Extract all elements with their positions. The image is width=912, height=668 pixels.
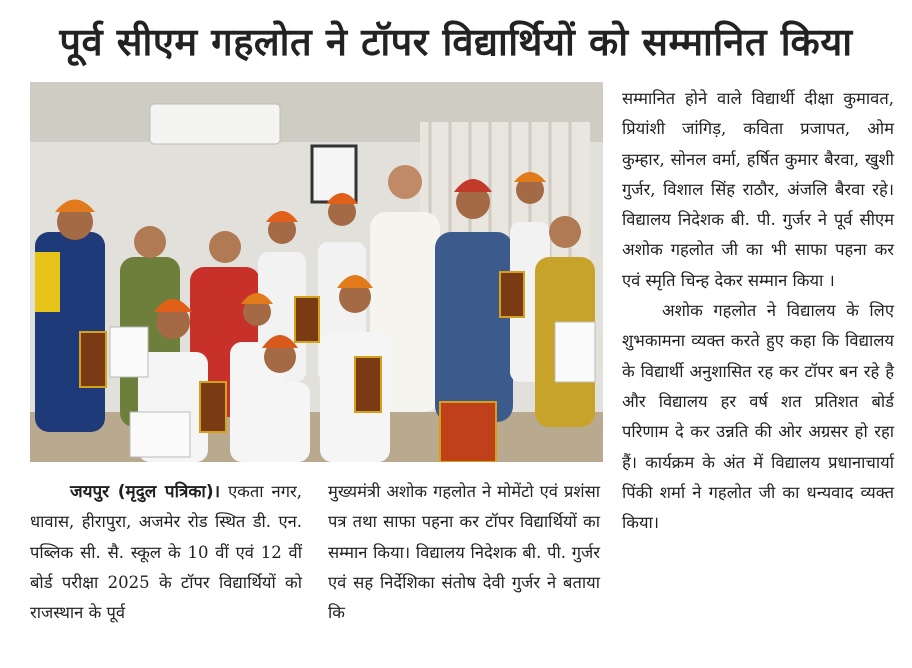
article-paragraph: अशोक गहलोत ने विद्यालय के लिए शुभकामना व्यक्त करते हुए कहा कि विद्यालय के विद्यार्थी अनुशासित रह कर टॉपर बन रहे है और विद्यालय हर वर्ष शत प्रतिशत बोर्ड परिणाम दे कर उन्नति की ओर अग्रसर हो रहा हैं। कार्यक्रम के अंत में विद्यालय प्रधानाचार्या पिंकी शर्मा ने गहलोत जी का धन्यवाद व्यक्त किया।: [622, 301, 894, 533]
article-column-right: [622, 84, 894, 538]
article-column-left: [30, 477, 302, 628]
group-photo: [30, 82, 603, 462]
article-column-middle: [328, 477, 600, 628]
headline: पूर्व सीएम गहलोत ने टॉपर विद्यार्थियों को सम्मानित किया: [59, 20, 853, 64]
article-paragraph: मुख्यमंत्री अशोक गहलोत ने मोमेंटो एवं प्रशंसा पत्र तथा साफा पहना कर टॉपर विद्यार्थियों का सम्मान किया। विद्यालय निदेशक बी. पी. गुर्जर एवं सह निर्देशिका संतोष देवी गुर्जर ने बताया कि: [328, 482, 600, 623]
article-text: एकता नगर, धावास, हीरापुरा, अजमेर रोड स्थित डी. एन. पब्लिक सी. सै. स्कूल के 10 वीं एवं 12 वीं बोर्ड परीक्षा 2025 के टॉपर विद्यार्थियों को राजस्थान के पूर्व: [30, 482, 302, 623]
article-paragraph: सम्मानित होने वाले विद्यार्थी दीक्षा कुमावत, प्रियांशी जांगिड़, कविता प्रजापत, ओम कुम्हार, सोनल वर्मा, हर्षित कुमार बैरवा, खुशी गुर्जर, विशाल सिंह राठौर, अंजलि बैरवा रहे। विद्यालय निदेशक बी. पी. गुर्जर ने पूर्व सीएम अशोक गहलोत जी का भी साफा पहना कर एवं स्मृति चिन्ह देकर सम्मान किया ।: [622, 89, 894, 290]
group-photo-illustration: [30, 82, 603, 462]
dateline: जयपुर (मृदुल पत्रिका)।: [70, 482, 221, 502]
